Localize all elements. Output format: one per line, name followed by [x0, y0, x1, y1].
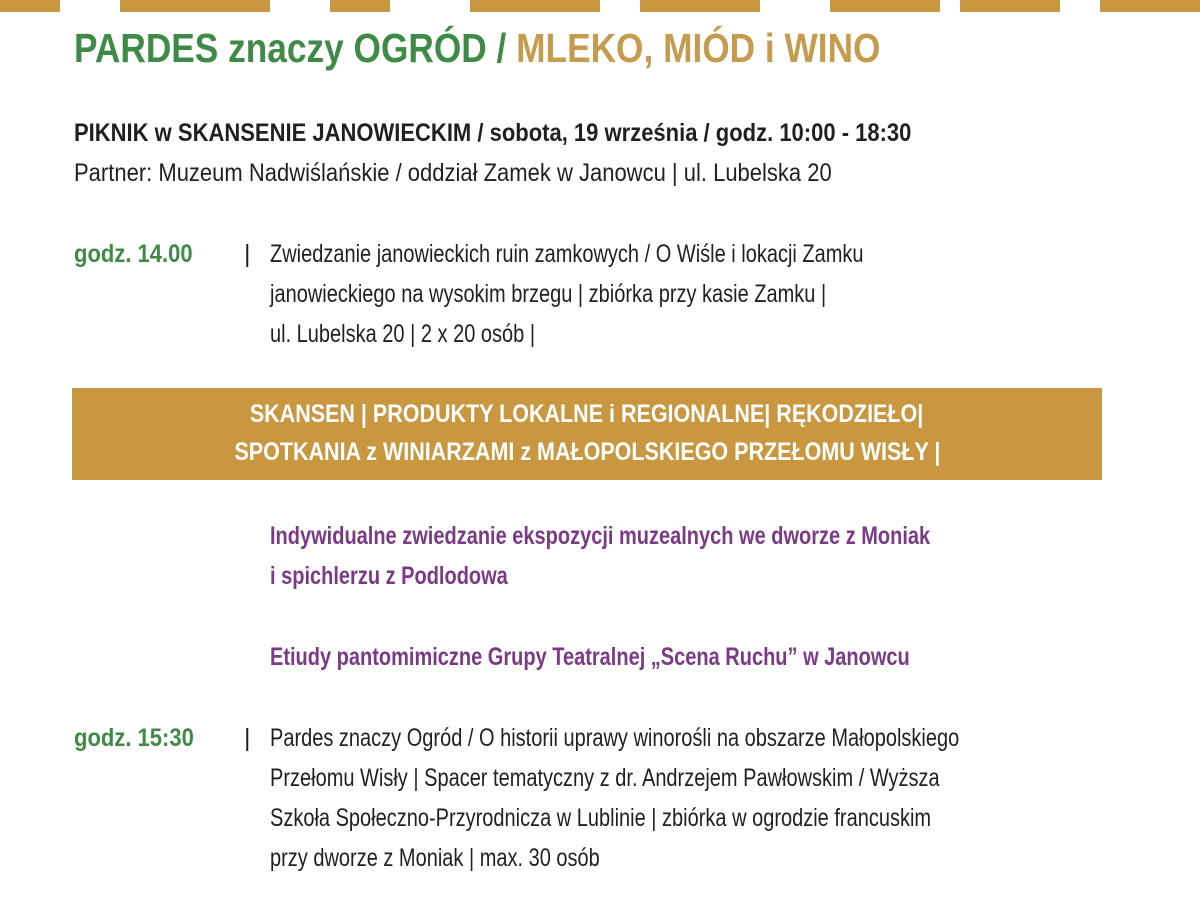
highlight-line: Indywidualne zwiedzanie ekspozycji muzealnych we dworze z Moniak	[270, 522, 931, 550]
title-separator: /	[486, 25, 517, 71]
highlight-line: Etiudy pantomimiczne Grupy Teatralnej „Scena Ruchu” w Janowcu	[270, 643, 910, 671]
description-line: ul. Lubelska 20 | 2 x 20 osób |	[270, 320, 536, 348]
banner-line: SPOTKANIA z WINIARZAMI z MAŁOPOLSKIEGO PRZEŁOMU WISŁY |	[234, 438, 940, 466]
top-decorative-strip	[0, 0, 1200, 14]
event-separator: |	[244, 724, 251, 752]
event-separator: |	[244, 240, 251, 268]
description-line: Zwiedzanie janowieckich ruin zamkowych / O Wiśle i lokacji Zamku	[270, 240, 864, 268]
decorative-block	[120, 0, 270, 12]
decorative-block	[1100, 0, 1200, 12]
banner-line: SKANSEN | PRODUKTY LOKALNE i REGIONALNE| RĘKODZIEŁO|	[250, 400, 924, 428]
event-time: godz. 15:30	[74, 724, 194, 752]
description-line: Przełomu Wisły | Spacer tematyczny z dr. Andrzejem Pawłowskim / Wyższa	[270, 764, 940, 792]
event-description	[270, 234, 1200, 354]
intro-line-event	[74, 113, 1042, 153]
decorative-block	[830, 0, 940, 12]
title-part-gold: MLEKO, MIÓD i WINO	[516, 25, 881, 71]
highlight-line: i spichlerzu z Podlodowa	[270, 562, 508, 590]
page-title	[74, 20, 1003, 76]
description-line: Pardes znaczy Ogród / O historii uprawy winorośli na obszarze Małopolskiego	[270, 724, 960, 752]
description-line: janowieckiego na wysokim brzegu | zbiórka przy kasie Zamku |	[270, 280, 827, 308]
decorative-block	[640, 0, 760, 12]
decorative-block	[960, 0, 1060, 12]
highlight-item-1	[270, 516, 1170, 596]
title-part-green: PARDES znaczy OGRÓD	[74, 25, 487, 71]
event-time: godz. 14.00	[74, 240, 193, 268]
highlight-item-2	[270, 637, 1170, 677]
intro-event-text: PIKNIK w SKANSENIE JANOWIECKIM / sobota, 19 września / godz. 10:00 - 18:30	[74, 119, 912, 147]
decorative-block	[470, 0, 600, 12]
description-line: Szkoła Społeczno-Przyrodnicza w Lublinie | zbiórka w ogrodzie francuskim	[270, 804, 932, 832]
highlight-banner	[72, 388, 1102, 480]
intro-block	[74, 113, 1174, 193]
intro-line-partner: Partner: Muzeum Nadwiślańskie / oddział Zamek w Janowcu | ul. Lubelska 20	[74, 159, 832, 187]
decorative-block	[330, 0, 390, 12]
event-description	[270, 718, 1200, 878]
decorative-block	[0, 0, 60, 12]
description-line: przy dworze z Moniak | max. 30 osób	[270, 844, 600, 872]
